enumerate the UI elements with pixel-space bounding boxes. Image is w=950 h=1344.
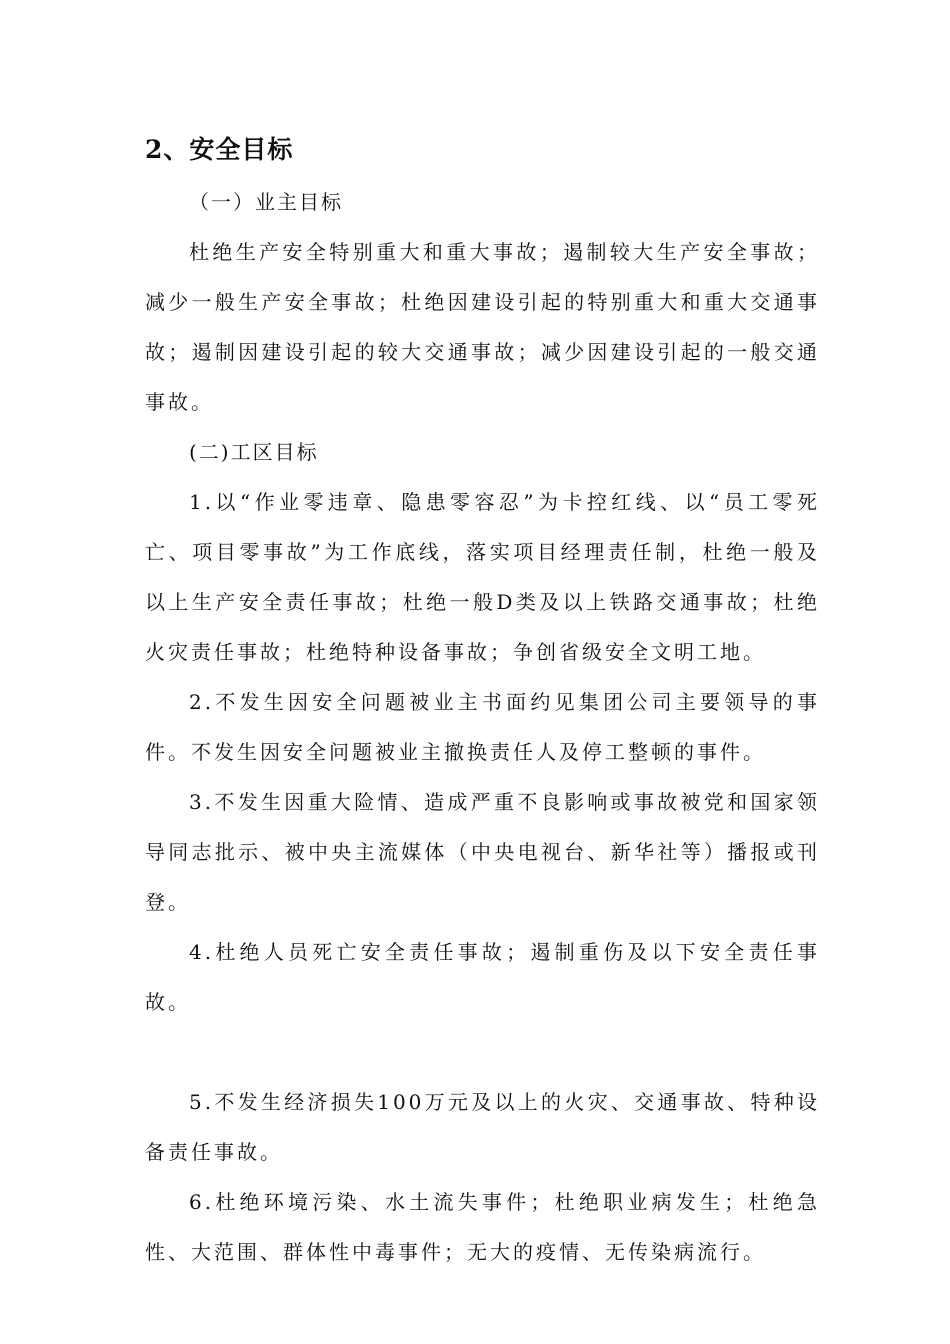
document-body bbox=[145, 125, 820, 1277]
paragraph-spacer bbox=[145, 1027, 820, 1077]
work-area-goal-2: 2.不发生因安全问题被业主书面约见集团公司主要领导的事件。不发生因安全问题被业主撤换责任人及停工整顿的事件。 bbox=[145, 690, 820, 764]
work-area-goal-4: 4.杜绝人员死亡安全责任事故；遏制重伤及以下安全责任事故。 bbox=[145, 940, 820, 1014]
work-area-goal-6: 6.杜绝环境污染、水土流失事件；杜绝职业病发生；杜绝急性、大范围、群体性中毒事件；无大的疫情、无传染病流行。 bbox=[145, 1190, 820, 1264]
subsection-title-owner-goals: （一）业主目标 bbox=[189, 190, 343, 214]
subsection-title-work-area-goals: (二)工区目标 bbox=[189, 440, 319, 464]
owner-goals-paragraph: 杜绝生产安全特别重大和重大事故；遏制较大生产安全事故；减少一般生产安全事故；杜绝因建设引起的特别重大和重大交通事故；遏制因建设引起的较大交通事故；减少因建设引起的一般交通事故。 bbox=[145, 240, 820, 414]
work-area-goal-1: 1.以“作业零违章、隐患零容忍”为卡控红线、以“员工零死亡、项目零事故”为工作底线，落实项目经理责任制，杜绝一般及以上生产安全责任事故；杜绝一般D类及以上铁路交通事故；杜绝火灾责任事故；杜绝特种设备事故；争创省级安全文明工地。 bbox=[145, 490, 820, 664]
section-heading: 2、安全目标 bbox=[145, 135, 294, 164]
work-area-goal-3: 3.不发生因重大险情、造成严重不良影响或事故被党和国家领导同志批示、被中央主流媒体（中央电视台、新华社等）播报或刊登。 bbox=[145, 790, 820, 914]
work-area-goal-5: 5.不发生经济损失100万元及以上的火灾、交通事故、特种设备责任事故。 bbox=[145, 1090, 820, 1164]
